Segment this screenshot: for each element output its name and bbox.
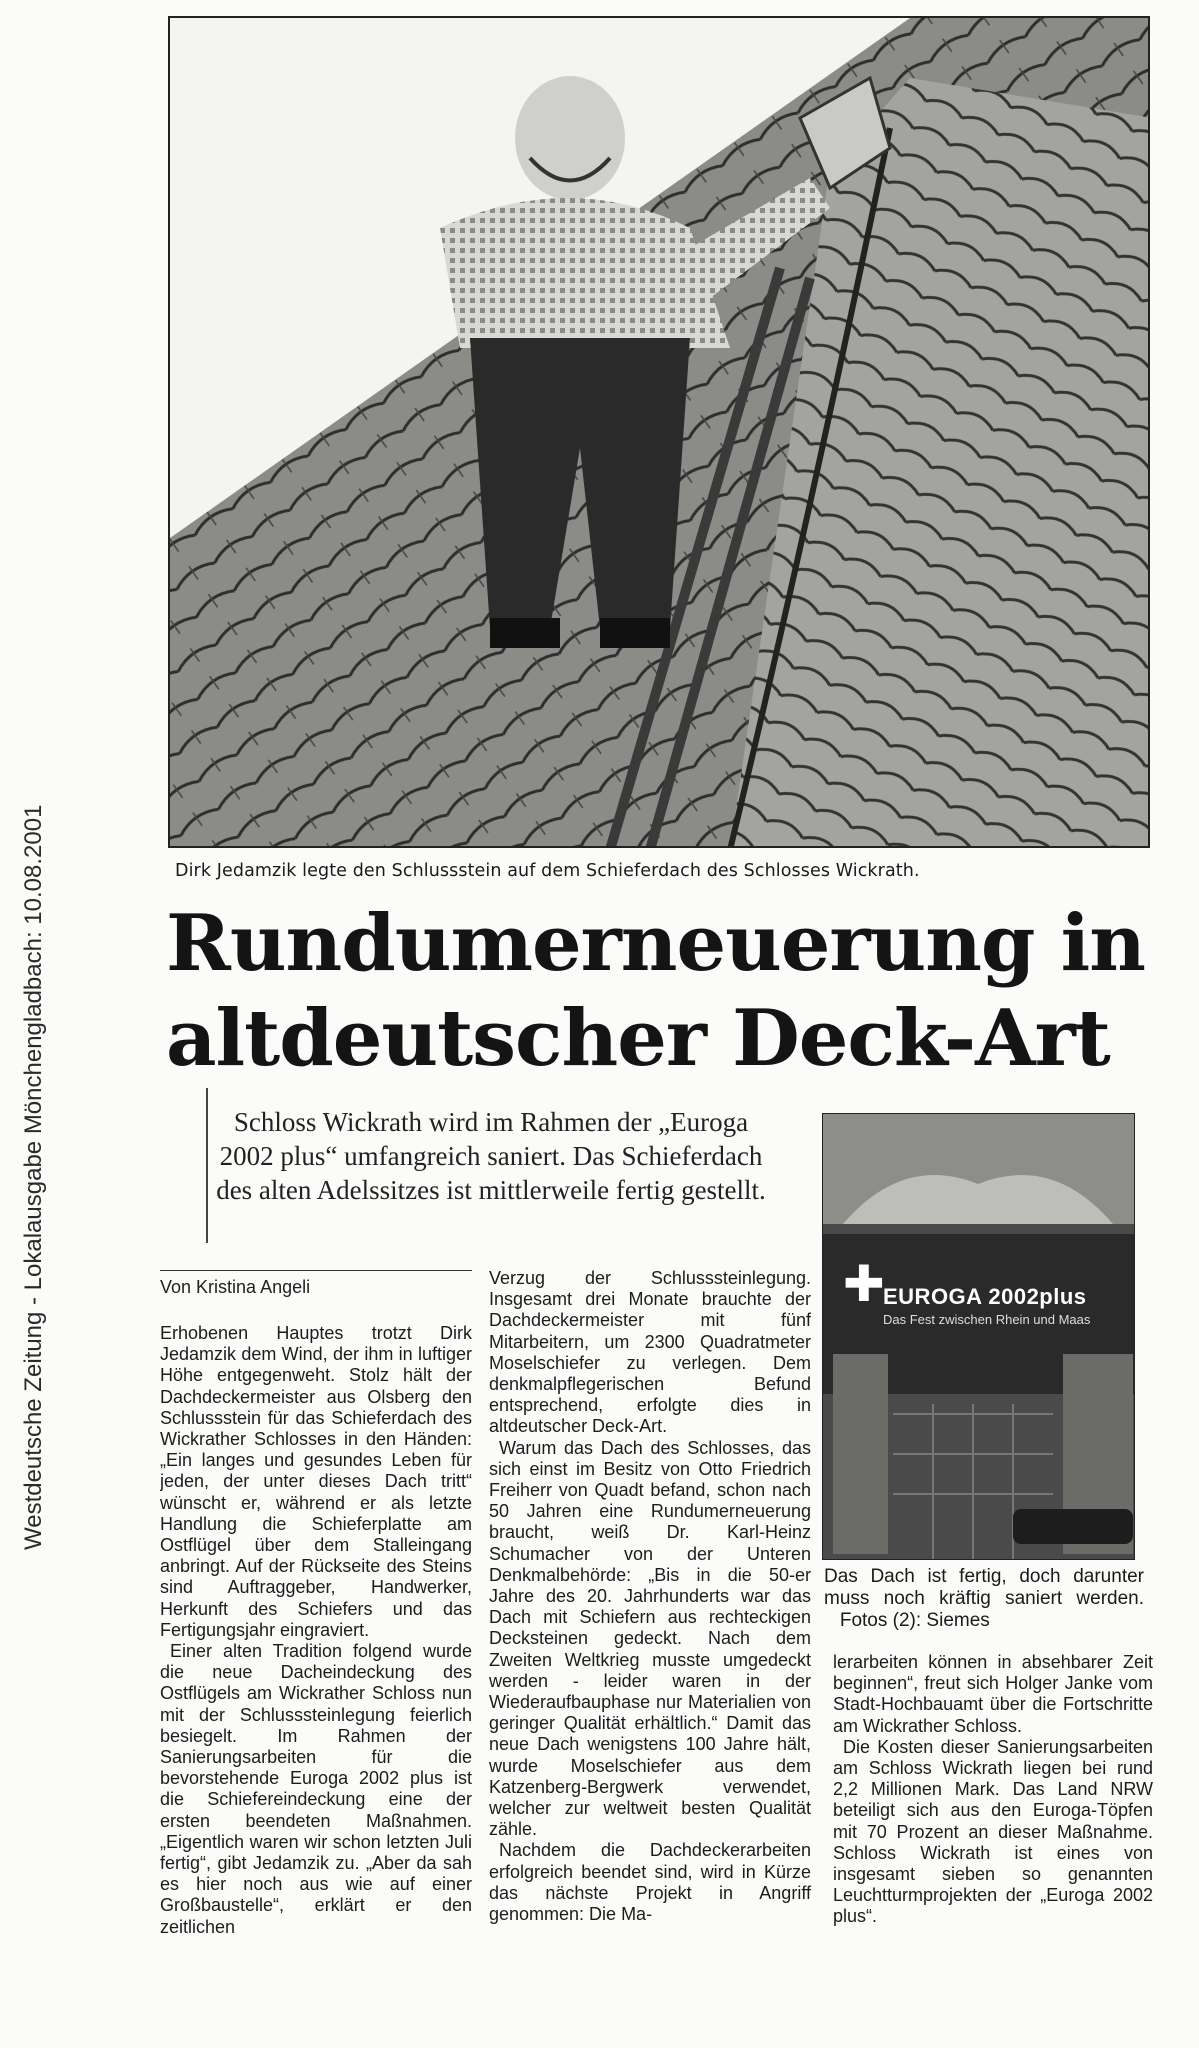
- article-column-1: [160, 1323, 472, 2035]
- paragraph: Nachdem die Dachdeckerarbeiten erfolgreich beendet sind, wird in Kürze das nächste Projekt in Angriff genommen: Die Ma-: [489, 1840, 811, 1925]
- side-caption-text: Das Dach ist fertig, doch darunter muss noch kräftig saniert werden.: [824, 1566, 1144, 1609]
- headline-line-1: Rundumerneuerung in: [166, 898, 1145, 989]
- roof-worker-photo: [170, 18, 1150, 848]
- side-photo-caption: [824, 1566, 1144, 1632]
- paragraph: Verzug der Schlusssteinlegung. Insgesamt drei Monate brauchte der Dachdeckermeister mit fünf Mitarbeitern, um 2300 Quadratmeter Moselschiefer zu verlegen. Dem denkmalpflegerischen Befund entsprechend, erfolgte dies in altdeutscher Deck-Art.: [489, 1268, 811, 1437]
- source-line: Westdeutsche Zeitung - Lokalausgabe Mönchengladbach: 10.08.2001: [20, 804, 47, 1550]
- author-byline: Von Kristina Angeli: [160, 1270, 472, 1298]
- paragraph: Erhobenen Hauptes trotzt Dirk Jedamzik dem Wind, der ihm in luftiger Höhe entgegenweht. Stolz hält der Dachdeckermeister aus Olsberg den Schlussstein für das Schieferdach des Wickrather Schlosses in den Händen: „Ein langes und gesundes Leben für jeden, der unter dieses Dach tritt“ wünscht er, während er als letzte Handlung die Schieferplatte am Ostflügel über dem Stalleingang anbringt. Auf der Rückseite des Steins sind Auftraggeber, Handwerker, Herkunft des Schiefers und das Fertigungsjahr eingraviert.: [160, 1323, 472, 1640]
- main-photo: [168, 16, 1150, 848]
- paragraph: Die Kosten dieser Sanierungsarbeiten am Schloss Wickrath liegen bei rund 2,2 Millionen Mark. Das Land NRW beteiligt sich aus den Euroga-Töpfen mit 70 Prozent an dieser Maßnahme. Schloss Wickrath ist eines von insgesamt sieben so genannten Leuchtturmprojekten der „Euroga 2002 plus“.: [833, 1736, 1153, 1927]
- castle-facade-photo: [823, 1114, 1134, 1559]
- paragraph: lerarbeiten können in absehbarer Zeit beginnen“, freut sich Holger Janke vom Stadt-Hochbauamt über die Fortschritte am Wickrather Schloss.: [833, 1652, 1153, 1736]
- main-photo-caption: Dirk Jedamzik legte den Schlussstein auf dem Schieferdach des Schlosses Wickrath.: [175, 861, 920, 881]
- headline: [166, 896, 1166, 1086]
- side-photo-banner: EUROGA 2002plus: [883, 1284, 1087, 1309]
- article-column-2: [489, 1268, 811, 2035]
- photo-credit-text: Fotos (2): Siemes: [839, 1610, 990, 1631]
- subhead: Schloss Wickrath wird im Rahmen der „Euroga 2002 plus“ umfangreich saniert. Das Schieferdach des alten Adelssitzes ist mittlerweile fertig gestellt.: [216, 1107, 766, 1205]
- side-photo-banner-sub: Das Fest zwischen Rhein und Maas: [883, 1312, 1091, 1327]
- side-photo: [822, 1113, 1135, 1560]
- headline-line-2: altdeutscher Deck-Art: [166, 993, 1110, 1084]
- photo-credit: [824, 1610, 990, 1631]
- euroga-cross-icon: ✚: [843, 1255, 885, 1313]
- article-column-3: [833, 1652, 1153, 2035]
- paragraph: Einer alten Tradition folgend wurde die neue Dacheindeckung des Ostflügels am Wickrather Schloss nun mit der Schlusssteinlegung feierlich besiegelt. Im Rahmen der Sanierungsarbeiten für die bevorstehende Euroga 2002 plus ist die Schiefereindeckung eine der ersten beendeten Maßnahmen. „Eigentlich waren wir schon letzten Juli fertig“, gibt Jedamzik zu. „Aber da sah es hier noch aus wie auf einer Großbaustelle“, erklärt er den zeitlichen: [160, 1641, 472, 1937]
- paragraph: Warum das Dach des Schlosses, das sich einst im Besitz von Otto Friedrich Freiherr von Quadt befand, schon nach 50 Jahren eine Rundumerneuerung braucht, weiß Dr. Karl-Heinz Schumacher von der Unteren Denkmalbehörde: „Bis in die 50-er Jahre des 20. Jahrhunderts war das Dach mit Schiefern aus rechteckigen Decksteinen gedeckt. Nach dem Zweiten Weltkrieg musste umgedeckt werden - leider waren in der Wiederaufbauphase nur Materialien von geringer Qualität erhältlich.“ Damit das neue Dach wenigstens 100 Jahre hält, wurde Moselschiefer aus dem Katzenberg-Bergwerk verwendet, welcher zur weltweit besten Qualität zähle.: [489, 1437, 811, 1840]
